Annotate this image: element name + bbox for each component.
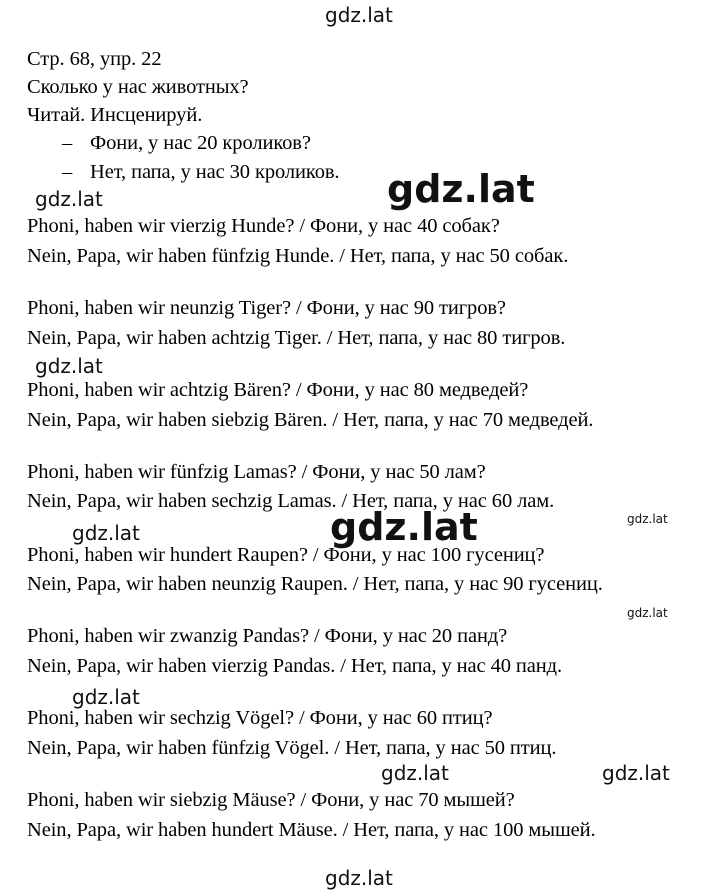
watermark: gdz.lat (72, 521, 140, 545)
watermark: gdz.lat (627, 512, 668, 526)
answer-line: Nein, Papa, wir haben fünfzig Vögel. / Нет, папа, у нас 50 птиц. (27, 737, 557, 759)
exercise-title: Сколько у нас животных? (27, 76, 249, 98)
answer-line: Phoni, haben wir achtzig Bären? / Фони, у нас 80 медведей? (27, 379, 529, 401)
answer-line: Phoni, haben wir vierzig Hunde? / Фони, у нас 40 собак? (27, 215, 500, 237)
watermark: gdz.lat (330, 505, 478, 549)
exercise-instruction: Читай. Инсценируй. (27, 104, 203, 126)
exercise-reference: Стр. 68, упр. 22 (27, 48, 162, 70)
answer-line: Nein, Papa, wir haben siebzig Bären. / Нет, папа, у нас 70 медведей. (27, 409, 594, 431)
watermark: gdz.lat (35, 354, 103, 378)
watermark: gdz.lat (627, 606, 668, 620)
watermark: gdz.lat (387, 167, 535, 211)
watermark: gdz.lat (35, 187, 103, 211)
answer-line: Nein, Papa, wir haben fünfzig Hunde. / Нет, папа, у нас 50 собак. (27, 245, 569, 267)
answer-line: Nein, Papa, wir haben vierzig Pandas. / Нет, папа, у нас 40 панд. (27, 655, 562, 677)
dialogue-line: Фони, у нас 20 кроликов? (90, 132, 311, 154)
answer-line: Nein, Papa, wir haben neunzig Raupen. / Нет, папа, у нас 90 гусениц. (27, 573, 603, 595)
dialogue-dash: – (62, 132, 73, 154)
dialogue-line: Нет, папа, у нас 30 кроликов. (90, 161, 340, 183)
answer-line: Nein, Papa, wir haben hundert Mäuse. / Нет, папа, у нас 100 мышей. (27, 819, 596, 841)
answer-line: Phoni, haben wir neunzig Tiger? / Фони, у нас 90 тигров? (27, 297, 506, 319)
answer-line: Phoni, haben wir hundert Raupen? / Фони, у нас 100 гусениц? (27, 544, 545, 566)
dialogue-dash: – (62, 161, 73, 183)
answer-line: Phoni, haben wir siebzig Mäuse? / Фони, у нас 70 мышей? (27, 789, 515, 811)
answer-line: Phoni, haben wir fünfzig Lamas? / Фони, у нас 50 лам? (27, 461, 486, 483)
watermark: gdz.lat (602, 761, 670, 785)
watermark: gdz.lat (325, 3, 393, 27)
watermark: gdz.lat (325, 866, 393, 890)
answer-line: Nein, Papa, wir haben achtzig Tiger. / Нет, папа, у нас 80 тигров. (27, 327, 566, 349)
answer-line: Phoni, haben wir sechzig Vögel? / Фони, у нас 60 птиц? (27, 707, 493, 729)
watermark: gdz.lat (381, 761, 449, 785)
answer-line: Phoni, haben wir zwanzig Pandas? / Фони, у нас 20 панд? (27, 625, 508, 647)
answer-line: Nein, Papa, wir haben sechzig Lamas. / Нет, папа, у нас 60 лам. (27, 490, 555, 512)
watermark: gdz.lat (72, 685, 140, 709)
